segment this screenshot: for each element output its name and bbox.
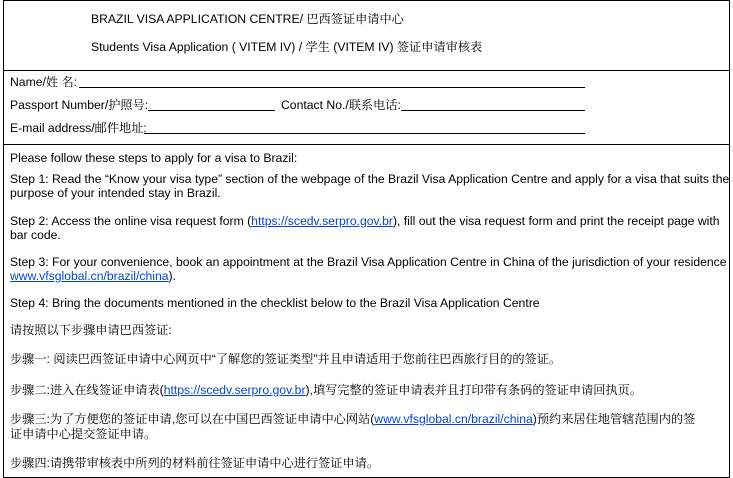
step2-text-pre: Step 2: Access the online visa request form ( [10,214,252,228]
email-label: E-mail address/邮件地址: [10,121,147,135]
step3-text-post: ). [168,269,176,283]
passport-label: Passport Number/护照号: [10,98,149,112]
cn-step3-text-post: )预约来居住地管辖范围内的签 [532,412,696,426]
step3-line1: Step 3: For your convenience, book an appointment at the Brazil Visa Application Centre in China of the jurisdiction of your residence [10,255,727,269]
section-divider-header [3,70,730,71]
step1-line2: purpose of your intended stay in Brazil. [10,186,221,200]
email-field[interactable] [144,133,585,134]
cn-step4: 步骤四:请携带审核表中所列的材料前往签证申请中心进行签证申请。 [10,456,380,470]
top-border [3,0,730,1]
cn-step2-link[interactable]: https://scedv.serpro.gov.br [163,383,306,397]
step3-link[interactable]: www.vfsglobal.cn/brazil/china [10,269,169,283]
form-frame [3,0,730,478]
cn-step1: 步骤一: 阅读巴西签证申请中心网页中“了解您的签证类型”并且申请适用于您前往巴西旅行目的的签证。 [10,352,562,366]
instructions-intro: Please follow these steps to apply for a visa to Brazil: [10,151,298,165]
name-label: Name/姓 名: [10,75,78,89]
step1-line1: Step 1: Read the “Know your visa type” section of the webpage of the Brazil Visa Application Centre and apply for a visa that suits the [10,172,730,186]
cn-step2-text-pre: 步骤二:进入在线签证申请表( [10,383,164,397]
step2-link[interactable]: https://scedv.serpro.gov.br [251,214,393,228]
step4: Step 4: Bring the documents mentioned in the checklist below to the Brazil Visa Application Centre [10,296,540,310]
cn-step3-text-pre: 步骤三:为了方便您的签证申请,您可以在中国巴西签证申请中心网站( [10,412,375,426]
step2-line1 [10,214,720,229]
name-field[interactable] [79,87,585,88]
step2-line2: bar code. [10,228,61,242]
passport-number-field[interactable] [148,110,275,111]
page-subtitle: Students Visa Application ( VITEM IV) / 学生 (VITEM IV) 签证申请审核表 [91,40,483,54]
step2-text-post: ), fill out the visa request form and print the receipt page with [392,214,720,228]
page-title: BRAZIL VISA APPLICATION CENTRE/ 巴西签证申请中心 [91,12,404,26]
step3-line2 [10,269,176,284]
cn-intro: 请按照以下步骤申请巴西签证: [10,323,172,337]
section-divider-form [3,144,730,145]
cn-step3-line1 [10,412,695,427]
contact-label: Contact No./联系电话: [281,98,401,112]
cn-step2 [10,383,642,398]
cn-step3-line2: 证申请中心提交签证申请。 [10,427,157,441]
cn-step3-link[interactable]: www.vfsglobal.cn/brazil/china [374,412,533,426]
cn-step2-text-post: ),填写完整的签证申请表并且打印带有条码的签证申请回执页。 [305,383,643,397]
contact-number-field[interactable] [401,110,585,111]
